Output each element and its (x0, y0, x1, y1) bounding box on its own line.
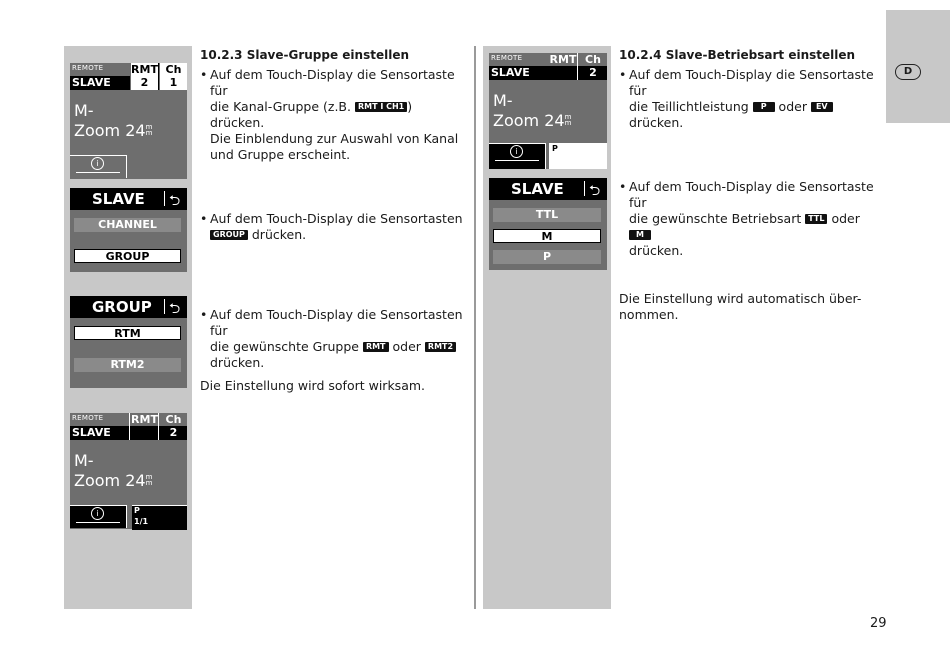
slave-label: SLAVE (491, 66, 530, 79)
rmt-ch-separator (577, 53, 578, 80)
mode-zoom-readout (74, 101, 152, 141)
rmt-label: RMT (131, 413, 158, 426)
back-icon[interactable]: ⮌ (169, 193, 181, 209)
mode-zoom-readout (493, 91, 571, 131)
zoom-label: Zoom 24 (74, 471, 146, 490)
remote-label: REMOTE (72, 64, 104, 72)
option-rtm[interactable]: RTM (74, 326, 181, 340)
menu-header (70, 296, 187, 318)
ch-value[interactable]: 2 (169, 426, 178, 439)
menu-header (70, 188, 187, 210)
mm-unit: m m (145, 123, 153, 137)
ch-label: Ch (165, 413, 182, 426)
slave-menu-screen (70, 188, 187, 272)
remote-label: REMOTE (72, 414, 104, 422)
power-label: P (552, 144, 558, 153)
display-screen-4 (70, 413, 187, 529)
power-label: P (134, 506, 140, 515)
ch-value[interactable]: 1 (160, 76, 187, 90)
display-screen-1 (70, 63, 187, 179)
left-note: Die Einstellung wird sofort wirksam. (200, 378, 425, 393)
option-group[interactable]: GROUP (74, 249, 181, 263)
mm-unit: m m (564, 113, 572, 127)
display-screen-5 (489, 53, 607, 169)
mm-unit: m m (145, 473, 153, 487)
ttl-chip: TTL (805, 214, 827, 224)
rmt-ch-separator-2 (158, 413, 159, 440)
back-icon[interactable]: ⮌ (169, 301, 181, 317)
ch-label: Ch (585, 53, 601, 66)
left-step-2: • Auf dem Touch-Display die Sensortasten GROUP drücken. (200, 211, 463, 242)
menu-title: SLAVE (92, 190, 145, 208)
rmt-ch-separator (158, 63, 159, 90)
back-separator (164, 299, 165, 314)
right-step-2: • Auf dem Touch-Display die Sensortaste für die gewünschte Betriebsart TTL oder M drücken. (619, 179, 874, 258)
mode-label: M- (74, 101, 94, 120)
p-chip: P (753, 102, 775, 112)
rmt-chip: RMT (363, 342, 389, 352)
rmt-ch-separator (129, 413, 130, 440)
ev-chip: EV (811, 102, 833, 112)
info-button[interactable] (70, 155, 127, 178)
info-button[interactable] (70, 505, 127, 528)
menu-title: GROUP (92, 298, 152, 316)
rmt-label: RMT (131, 63, 158, 76)
menu-title: SLAVE (511, 180, 564, 198)
info-icon: i (91, 157, 104, 170)
slave-row (70, 76, 130, 90)
zoom-label: Zoom 24 (493, 111, 565, 130)
right-heading: 10.2.4 Slave-Betriebsart einstellen (619, 48, 856, 62)
left-step-3: • Auf dem Touch-Display die Sensortasten für die gewünschte Gruppe RMT oder RMT2 drücken. (200, 307, 463, 370)
zoom-label: Zoom 24 (74, 121, 146, 140)
left-heading: 10.2.3 Slave-Gruppe einstellen (200, 48, 410, 62)
info-icon: i (91, 507, 104, 520)
info-underline (76, 522, 120, 523)
option-ttl[interactable]: TTL (493, 208, 601, 222)
group-chip: GROUP (210, 230, 248, 240)
info-underline (76, 172, 120, 173)
slave-label: SLAVE (72, 76, 111, 89)
slave-label: SLAVE (72, 426, 111, 439)
power-box[interactable] (132, 505, 187, 530)
ch-value[interactable]: 2 (589, 66, 597, 79)
option-p[interactable]: P (493, 250, 601, 264)
info-underline (495, 160, 539, 161)
back-separator (584, 181, 585, 196)
rmt-value[interactable]: 2 (131, 76, 158, 90)
back-separator (164, 191, 165, 206)
right-note: Die Einstellung wird automatisch über- nommen. (619, 291, 862, 322)
mode-label: M- (493, 91, 513, 110)
mode-label: M- (74, 451, 94, 470)
slave-mode-menu-screen (489, 178, 607, 270)
rmt2-chip: RMT2 (425, 342, 456, 352)
power-box[interactable] (549, 143, 607, 169)
power-value: 1/1 (134, 517, 149, 526)
rmt-ch1-chip: RMT I CH1 (355, 102, 407, 112)
left-step-1: • Auf dem Touch-Display die Sensortaste für die Kanal-Gruppe (z.B. RMT I CH1 ) drücken. Die Einblendung zur Auswahl von Kanal und Gruppe erscheint. (200, 67, 459, 162)
option-rtm2[interactable]: RTM2 (74, 358, 181, 372)
right-step-1: • Auf dem Touch-Display die Sensortaste für die Teillichtleistung P oder EV drücken. (619, 67, 874, 130)
menu-header (489, 178, 607, 200)
language-badge: D (895, 64, 921, 80)
option-channel[interactable]: CHANNEL (74, 218, 181, 232)
info-icon: i (510, 145, 523, 158)
back-icon[interactable]: ⮌ (589, 183, 601, 199)
m-chip: M (629, 230, 651, 240)
remote-label: REMOTE (491, 54, 523, 62)
mode-zoom-readout (74, 451, 152, 491)
option-m[interactable]: M (493, 229, 601, 243)
column-divider (474, 46, 476, 609)
info-button[interactable] (489, 143, 546, 169)
ch-label: Ch (160, 63, 187, 76)
page-number: 29 (870, 616, 887, 631)
group-menu-screen (70, 296, 187, 388)
rmt-label: RMT (549, 53, 577, 66)
